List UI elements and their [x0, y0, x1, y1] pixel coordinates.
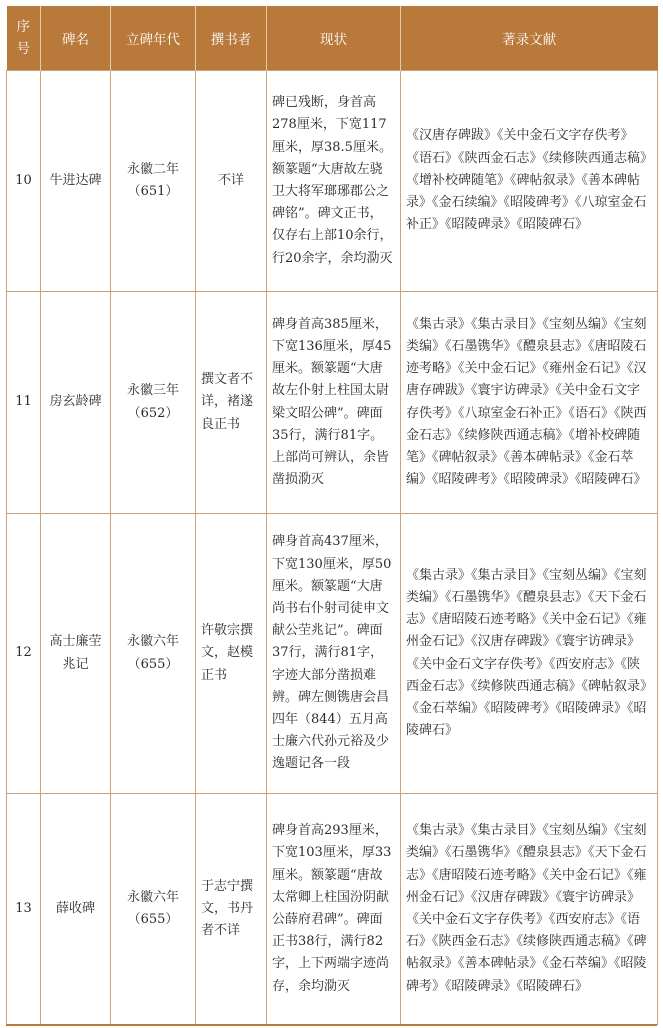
cell-status: 碑身首高437厘米，下宽130厘米，厚50厘米。额篆题“大唐尚书右仆射司徒申文献公茔兆记”。碑面37行，满行81字，字迹大部分凿损难辨。碑左侧镌唐会昌四年（844）五月高士廉六代孙元裕及少逸题记各一段 [267, 514, 401, 794]
header-number-label: 序号 [16, 19, 30, 57]
cell-author: 于志宁撰文，书丹者不详 [196, 794, 267, 1025]
table-header-row [7, 6, 658, 71]
cell-number: 11 [7, 292, 41, 514]
cell-name: 房玄龄碑 [41, 292, 111, 514]
cell-status: 碑身首高293厘米，下宽103厘米，厚33厘米。额篆题“唐故太常卿上柱国汾阴献公薛府君碑”。碑面正书38行，满行82字，上下两端字迹尚存，余均泐灭 [267, 794, 401, 1025]
table-row [7, 794, 658, 1025]
cell-status: 碑身首高385厘米，下宽136厘米，厚45厘米。额篆题“大唐故左仆射上柱国太尉梁文昭公碑”。碑面35行，满行81字。上部尚可辨认，余皆凿损泐灭 [267, 292, 401, 514]
cell-number: 13 [7, 794, 41, 1025]
cell-number: 12 [7, 514, 41, 794]
cell-records: 《汉唐存碑跋》《关中金石文字存佚考》《语石》《陕西金石志》《续修陕西通志稿》《增补校碑随笔》《碑帖叙录》《善本碑帖录》《金石续编》《昭陵碑考》《八琼室金石补正》《昭陵碑录》《昭陵碑石》 [401, 71, 658, 292]
table-row [7, 71, 658, 292]
cell-year: 永徽二年（651） [111, 71, 196, 292]
cell-author: 许敬宗撰文，赵模正书 [196, 514, 267, 794]
cell-year: 永徽三年（652） [111, 292, 196, 514]
cell-author: 撰文者不详，褚遂良正书 [196, 292, 267, 514]
table-bottom-rule [6, 1024, 657, 1026]
header-year: 立碑年代 [111, 6, 196, 71]
cell-year: 永徽六年（655） [111, 794, 196, 1025]
cell-name: 牛进达碑 [41, 71, 111, 292]
header-name: 碑名 [41, 6, 111, 71]
cell-records: 《集古录》《集古录目》《宝刻丛编》《宝刻类编》《石墨镌华》《醴泉县志》《天下金石志》《唐昭陵石迹考略》《关中金石记》《雍州金石记》《汉唐存碑跋》《寰宇访碑录》《关中金石文字存佚考》《西安府志》《语石》《陕西金石志》《续修陕西通志稿》《碑帖叙录》《善本碑帖录》《金石萃编》《昭陵碑考》《昭陵碑录》《昭陵碑石》 [401, 794, 658, 1025]
cell-records: 《集古录》《集古录目》《宝刻丛编》《宝刻类编》《石墨镌华》《醴泉县志》《唐昭陵石迹考略》《关中金石记》《雍州金石记》《汉唐存碑跋》《寰宇访碑录》《关中金石文字存佚考》《八琼室金石补正》《语石》《陕西金石志》《续修陕西通志稿》《增补校碑随笔》《碑帖叙录》《善本碑帖录》《金石萃编》《昭陵碑考》《昭陵碑录》《昭陵碑石》 [401, 292, 658, 514]
table-row [7, 514, 658, 794]
cell-name: 薛收碑 [41, 794, 111, 1025]
cell-year: 永徽六年（655） [111, 514, 196, 794]
header-number [7, 6, 41, 71]
cell-records: 《集古录》《集古录目》《宝刻丛编》《宝刻类编》《石墨镌华》《醴泉县志》《天下金石志》《唐昭陵石迹考略》《关中金石记》《雍州金石记》《汉唐存碑跋》《寰宇访碑录》《关中金石文字存佚考》《西安府志》《陕西金石志》《续修陕西通志稿》《碑帖叙录》《金石萃编》《昭陵碑考》《昭陵碑录》《昭陵碑石》 [401, 514, 658, 794]
cell-name: 高士廉茔兆记 [41, 514, 111, 794]
cell-author: 不详 [196, 71, 267, 292]
header-status: 现状 [267, 6, 401, 71]
header-author: 撰书者 [196, 6, 267, 71]
cell-status: 碑已残断，身首高278厘米，下宽117厘米，厚38.5厘米。额篆题“大唐故左骁卫大将军瑯琊郡公之碑铭”。碑文正书，仅存右上部10余行，行20余字，余均泐灭 [267, 71, 401, 292]
stele-table [6, 6, 658, 1025]
cell-number: 10 [7, 71, 41, 292]
table-row [7, 292, 658, 514]
header-records: 著录文献 [401, 6, 658, 71]
